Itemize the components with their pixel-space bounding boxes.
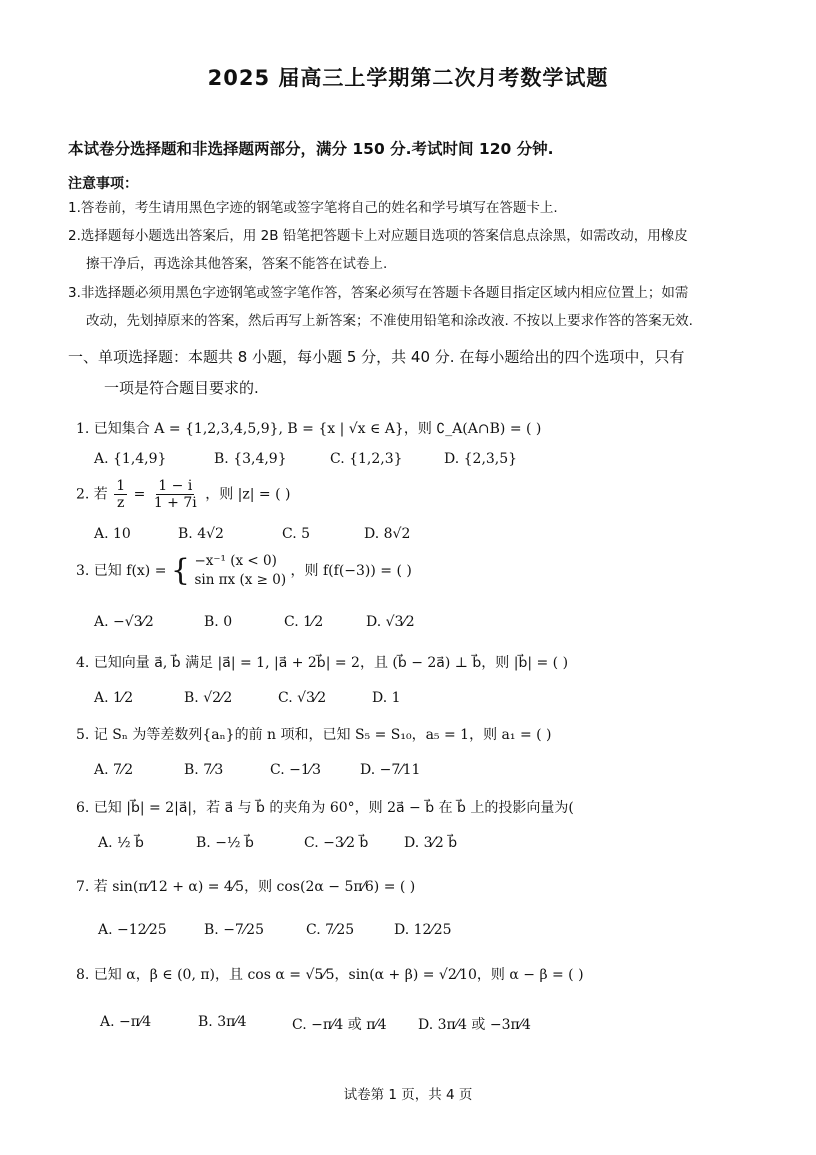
question-2-option-a: A. 10 bbox=[94, 526, 131, 542]
question-4-option-d: D. 1 bbox=[372, 690, 401, 706]
question-8-option-c: C. −π⁄4 或 π⁄4 bbox=[292, 1017, 387, 1033]
question-8-option-a: A. −π⁄4 bbox=[100, 1014, 152, 1030]
question-3-option-d: D. √3⁄2 bbox=[366, 614, 415, 630]
question-1-option-c: C. {1,2,3} bbox=[330, 451, 403, 467]
question-3-option-a: A. −√3⁄2 bbox=[94, 614, 154, 630]
question-5-option-d: D. −7⁄11 bbox=[360, 762, 421, 778]
page-title: 2025 届高三上学期第二次月考数学试题 bbox=[207, 66, 609, 90]
section-heading-cont: 一项是符合题目要求的. bbox=[104, 379, 259, 397]
section-heading: 一、单项选择题：本题共 8 小题，每小题 5 分，共 40 分. 在每小题给出的四个选项中，只有 bbox=[68, 348, 685, 366]
question-3-option-c: C. 1⁄2 bbox=[284, 614, 324, 630]
question-6-stem: 6. 已知 |b⃗| = 2|a⃗|，若 a⃗ 与 b⃗ 的夹角为 60°，则 2a⃗ − b⃗ 在 b⃗ 上的投影向量为( bbox=[76, 800, 574, 816]
question-6-option-c: C. −3⁄2 b⃗ bbox=[304, 835, 369, 851]
question-5-option-c: C. −1⁄3 bbox=[270, 762, 321, 778]
question-6-option-b: B. −½ b⃗ bbox=[196, 835, 254, 851]
notice-item-3-cont: 改动，先划掉原来的答案，然后再写上新答案；不准使用铅笔和涂改液. 不按以上要求作答的答案无效. bbox=[86, 313, 693, 329]
question-7-option-a: A. −12⁄25 bbox=[98, 922, 167, 938]
exam-intro: 本试卷分选择题和非选择题两部分，满分 150 分.考试时间 120 分钟. bbox=[68, 140, 554, 158]
notice-heading: 注意事项： bbox=[68, 176, 138, 192]
question-8-option-d: D. 3π⁄4 或 −3π⁄4 bbox=[418, 1017, 531, 1033]
question-3-option-b: B. 0 bbox=[204, 614, 233, 630]
notice-item-2-cont: 擦干净后，再选涂其他答案，答案不能答在试卷上. bbox=[86, 256, 388, 272]
question-7-option-d: D. 12⁄25 bbox=[394, 922, 452, 938]
notice-item-2: 2.选择题每小题选出答案后，用 2B 铅笔把答题卡上对应题目选项的答案信息点涂黑，如需改动，用橡皮 bbox=[68, 228, 688, 244]
question-5-stem: 5. 记 Sₙ 为等差数列{aₙ}的前 n 项和，已知 S₅ = S₁₀，a₅ = 1，则 a₁ = ( ) bbox=[76, 727, 552, 743]
question-5-option-b: B. 7⁄3 bbox=[184, 762, 224, 778]
question-1-option-b: B. {3,4,9} bbox=[214, 451, 287, 467]
question-8-option-b: B. 3π⁄4 bbox=[198, 1014, 247, 1030]
question-2-stem: 2. 若 $\frac{1}{z}$ = $\frac{1 - i}{1 + 7i}$ ，则 |z| = ( ) bbox=[76, 478, 291, 512]
question-2-option-b: B. 4√2 bbox=[178, 526, 224, 542]
question-4-option-b: B. √2⁄2 bbox=[184, 690, 233, 706]
question-1-option-d: D. {2,3,5} bbox=[444, 451, 518, 467]
question-1-option-a: A. {1,4,9} bbox=[94, 451, 167, 467]
question-2-option-d: D. 8√2 bbox=[364, 526, 411, 542]
question-6-option-d: D. 3⁄2 b⃗ bbox=[404, 835, 458, 851]
question-1-stem: 1. 已知集合 A = {1,2,3,4,5,9}, B = {x | √x ∈ A}，则 ∁_A(A∩B) = ( ) bbox=[76, 421, 542, 437]
question-7-option-c: C. 7⁄25 bbox=[306, 922, 355, 938]
question-6-option-a: A. ½ b⃗ bbox=[98, 835, 144, 851]
question-7-stem: 7. 若 sin(π⁄12 + α) = 4⁄5，则 cos(2α − 5π⁄6) = ( ) bbox=[76, 879, 416, 895]
question-5-option-a: A. 7⁄2 bbox=[94, 762, 134, 778]
question-2-option-c: C. 5 bbox=[282, 526, 311, 542]
question-3-stem: 3. 已知 f(x) = { −x⁻¹ (x < 0) sin πx (x ≥ 0) ，则 f(f(−3)) = ( ) bbox=[76, 552, 412, 588]
question-7-option-b: B. −7⁄25 bbox=[204, 922, 264, 938]
page-footer: 试卷第 1 页，共 4 页 bbox=[343, 1087, 473, 1103]
question-4-stem: 4. 已知向量 a⃗, b⃗ 满足 |a⃗| = 1, |a⃗ + 2b⃗| = 2，且 (b⃗ − 2a⃗) ⊥ b⃗，则 |b⃗| = ( ) bbox=[76, 655, 569, 671]
question-8-stem: 8. 已知 α，β ∈ (0, π)，且 cos α = √5⁄5，sin(α + β) = √2⁄10，则 α − β = ( ) bbox=[76, 967, 584, 983]
question-4-option-a: A. 1⁄2 bbox=[94, 690, 134, 706]
notice-item-1: 1.答卷前，考生请用黑色字迹的钢笔或签字笔将自己的姓名和学号填写在答题卡上. bbox=[68, 200, 558, 216]
question-4-option-c: C. √3⁄2 bbox=[278, 690, 327, 706]
notice-item-3: 3.非选择题必须用黑色字迹钢笔或签字笔作答，答案必须写在答题卡各题目指定区域内相应位置上；如需 bbox=[68, 285, 689, 301]
